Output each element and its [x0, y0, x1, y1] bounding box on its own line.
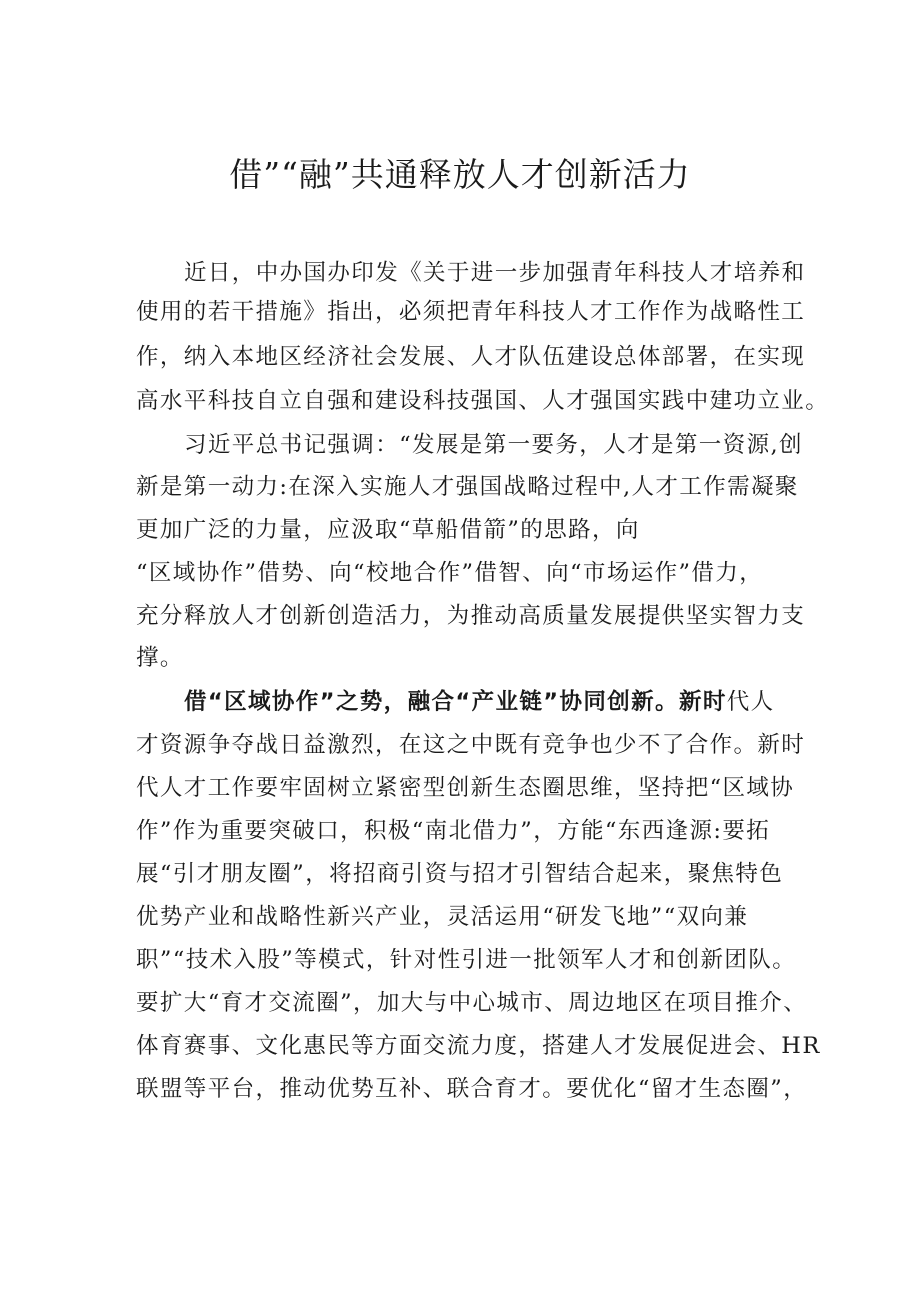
document-title: 借”“融”共通释放人才创新活力	[229, 155, 691, 194]
paragraph-3-line-5: 展“引才朋友圈”，将招商引资与招才引智结合起来，聚焦特色	[136, 861, 784, 887]
paragraph-3-line-8: 要扩大“育才交流圈”，加大与中心城市、周边地区在项目推介、	[136, 990, 808, 1016]
section-heading: 借“区域协作”之势，融合“产业链”协同创新。新时	[184, 689, 727, 715]
paragraph-1-line-4: 高水平科技自立自强和建设科技强国、人才强国实践中建功立业。	[136, 388, 830, 414]
paragraph-3-line-4: 作”作为重要突破口，积极“南北借力”，方能“东西逢源:要拓	[136, 818, 771, 844]
paragraph-3-line-10: 联盟等平台，推动优势互补、联合育才。要优化“留才生态圈”，	[136, 1076, 808, 1102]
paragraph-3-line-1	[184, 685, 844, 719]
paragraph-2-line-1: 习近平总书记强调：“发展是第一要务，人才是第一资源,创	[184, 432, 803, 458]
paragraph-2-line-2: 新是第一动力:在深入实施人才强国战略过程中,人才工作需凝聚	[136, 474, 799, 500]
paragraph-3-line-9: 体育赛事、文化惠民等方面交流力度，搭建人才发展促进会、HR	[136, 1033, 821, 1059]
paragraph-3-line-7: 职”“技术入股”等模式，针对性引进一批领军人才和创新团队。	[136, 947, 797, 973]
paragraph-1-line-2: 使用的若干措施》指出，必须把青年科技人才工作作为战略性工	[136, 299, 806, 325]
paragraph-1-line-3: 作，纳入本地区经济社会发展、人才队伍建设总体部署，在实现	[136, 344, 806, 370]
paragraph-2-line-5: 充分释放人才创新创造活力，为推动高质量发展提供坚实智力支	[136, 603, 806, 629]
paragraph-3-line-3: 代人才工作要牢固树立紧密型创新生态圈思维，坚持把“区域协	[136, 775, 795, 801]
paragraph-2-line-4: “区域协作”借势、向“校地合作”借智、向“市场运作”借力，	[136, 560, 764, 586]
paragraph-3-line-2: 才资源争夺战日益激烈，在这之中既有竞争也少不了合作。新时	[136, 732, 806, 758]
section-heading-tail: 代人	[726, 689, 775, 715]
paragraph-3-line-6: 优势产业和战略性新兴产业，灵活运用“研发飞地”“双向兼	[136, 904, 749, 930]
paragraph-2-line-6: 撑。	[136, 645, 184, 671]
paragraph-1-line-1: 近日，中办国办印发《关于进一步加强青年科技人才培养和	[184, 260, 806, 286]
paragraph-2-line-3: 更加广泛的力量，应汲取“草船借箭”的思路，向	[136, 517, 640, 543]
